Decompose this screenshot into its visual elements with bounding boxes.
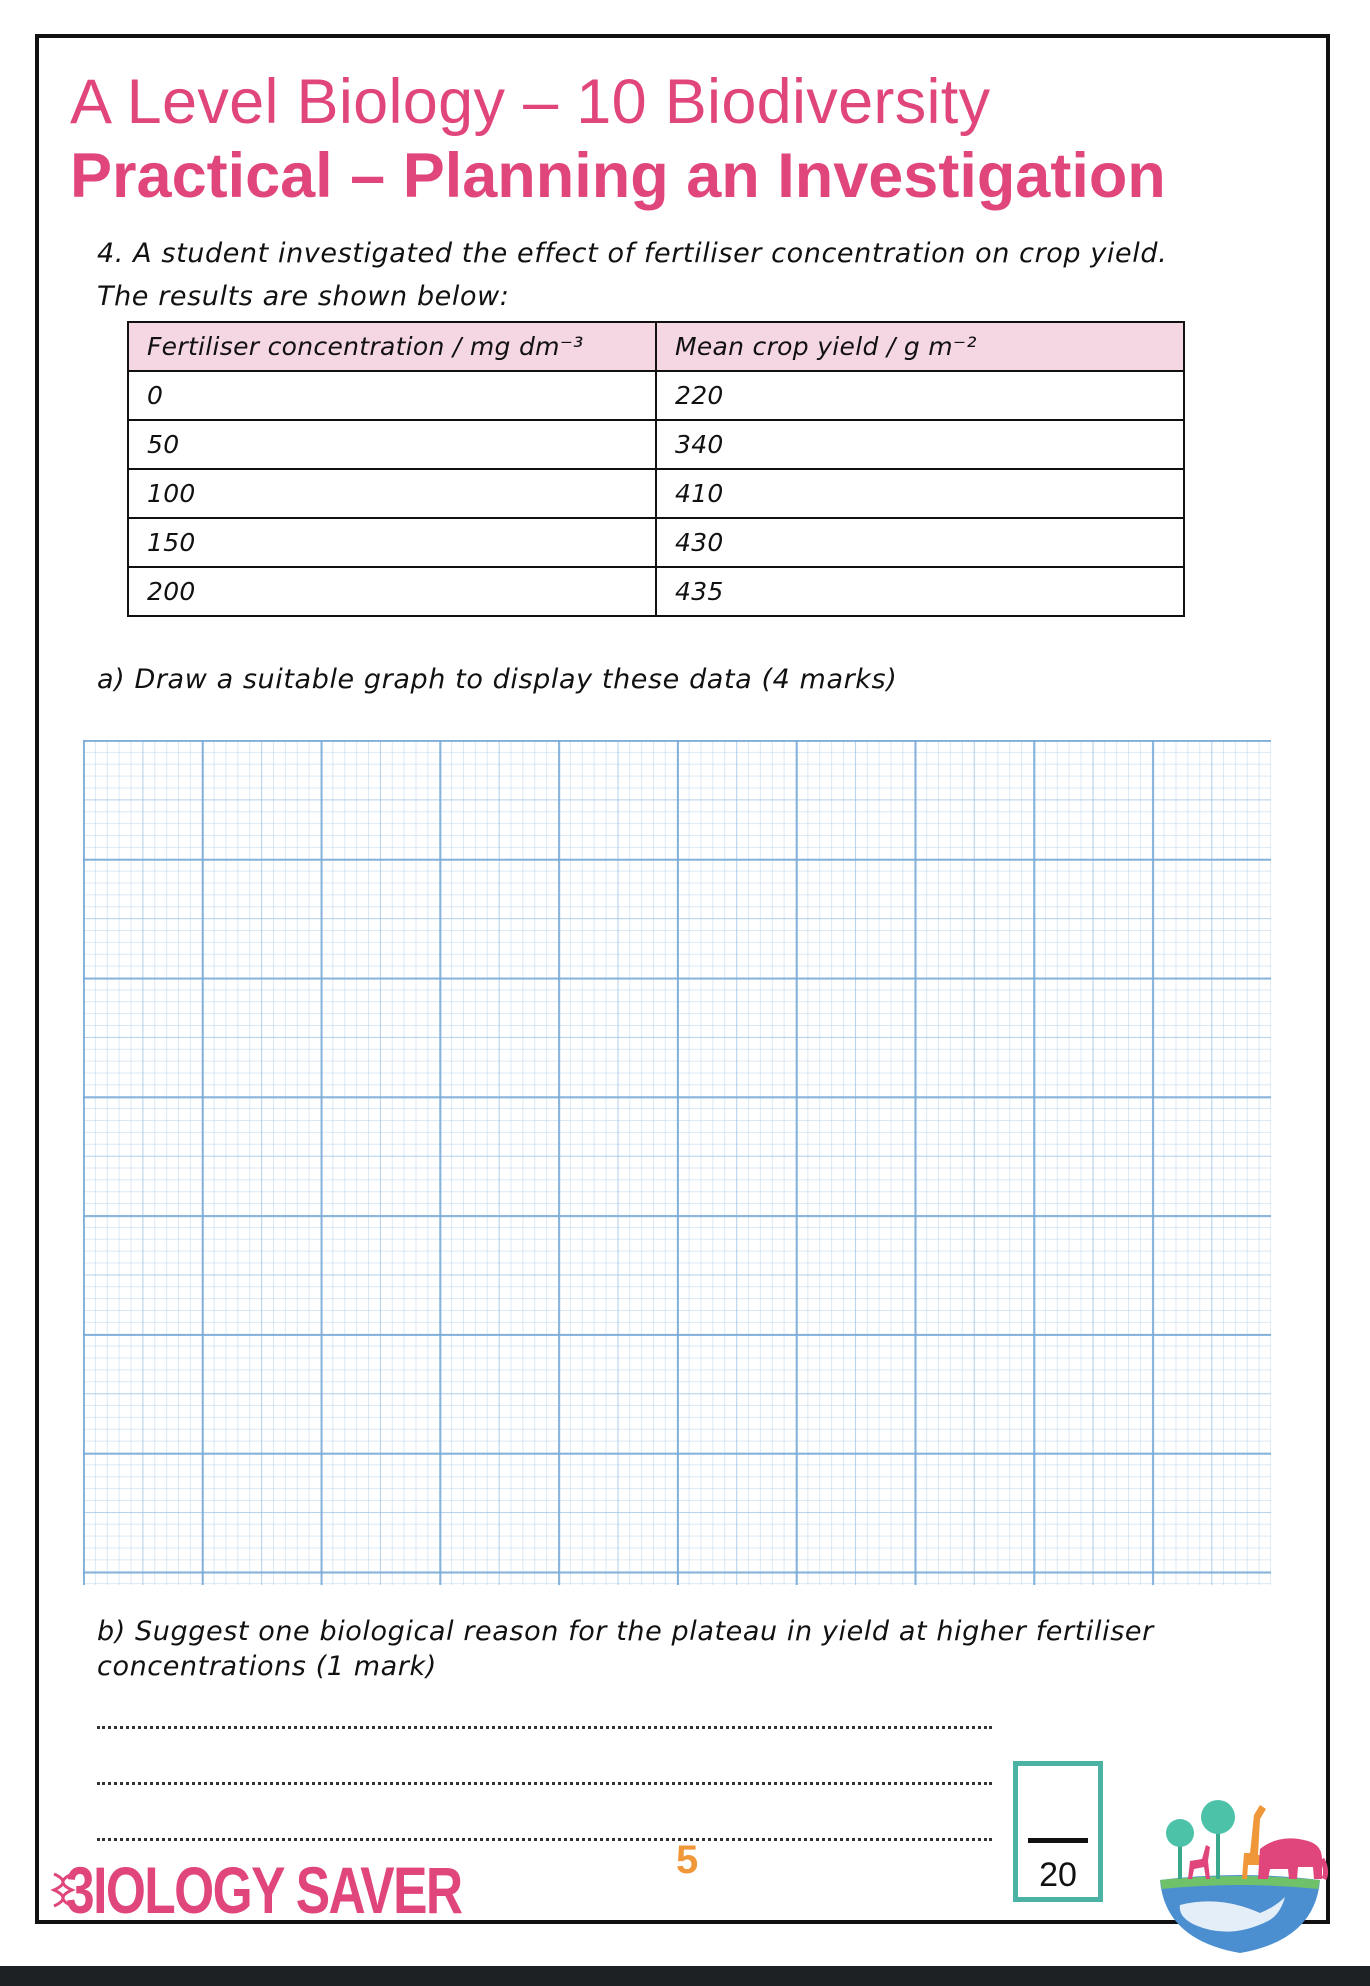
table-cell: 50 (128, 420, 656, 469)
question-intro-line1: 4. A student investigated the effect of fertiliser concentration on crop yield. (97, 238, 1168, 269)
table-cell: 220 (656, 371, 1184, 420)
question-intro (97, 232, 1167, 318)
table-row (128, 469, 1184, 518)
table-row (128, 420, 1184, 469)
answer-line[interactable] (97, 1782, 992, 1785)
marks-total: 20 (1039, 1856, 1077, 1894)
table-cell: 340 (656, 420, 1184, 469)
table-cell: 435 (656, 567, 1184, 616)
question-intro-line2: The results are shown below: (97, 281, 510, 312)
results-table (127, 321, 1185, 617)
page-number: 5 (676, 1838, 699, 1882)
table-cell: 430 (656, 518, 1184, 567)
column-header-concentration: Fertiliser concentration / mg dm⁻³ (128, 322, 656, 371)
logo-text: 3IOLOGY SAVER (66, 1853, 462, 1927)
part-b-line1: b) Suggest one biological reason for the plateau in yield at higher fertiliser (97, 1616, 1154, 1647)
table-row (128, 567, 1184, 616)
column-header-yield: Mean crop yield / g m⁻² (656, 322, 1184, 371)
table-cell: 410 (656, 469, 1184, 518)
table-header-row (128, 322, 1184, 371)
marks-divider (1028, 1838, 1088, 1843)
table-cell: 0 (128, 371, 656, 420)
page-subtitle: Practical – Planning an Investigation (70, 141, 1166, 211)
part-a-prompt: a) Draw a suitable graph to display these data (4 marks) (97, 664, 898, 695)
answer-line[interactable] (97, 1726, 992, 1729)
marks-box[interactable] (1013, 1761, 1103, 1902)
graph-paper[interactable] (83, 740, 1271, 1585)
biology-saver-logo (48, 1855, 573, 1925)
part-b-prompt (97, 1614, 1154, 1684)
table-row (128, 518, 1184, 567)
answer-line[interactable] (97, 1838, 992, 1841)
table-cell: 150 (128, 518, 656, 567)
table-row (128, 371, 1184, 420)
table-cell: 200 (128, 567, 656, 616)
table-cell: 100 (128, 469, 656, 518)
page-title: A Level Biology – 10 Biodiversity (70, 67, 991, 137)
part-b-line2: concentrations (1 mark) (97, 1651, 437, 1682)
bottom-strip (0, 1966, 1370, 1986)
biodiversity-globe-icon (1150, 1775, 1330, 1965)
